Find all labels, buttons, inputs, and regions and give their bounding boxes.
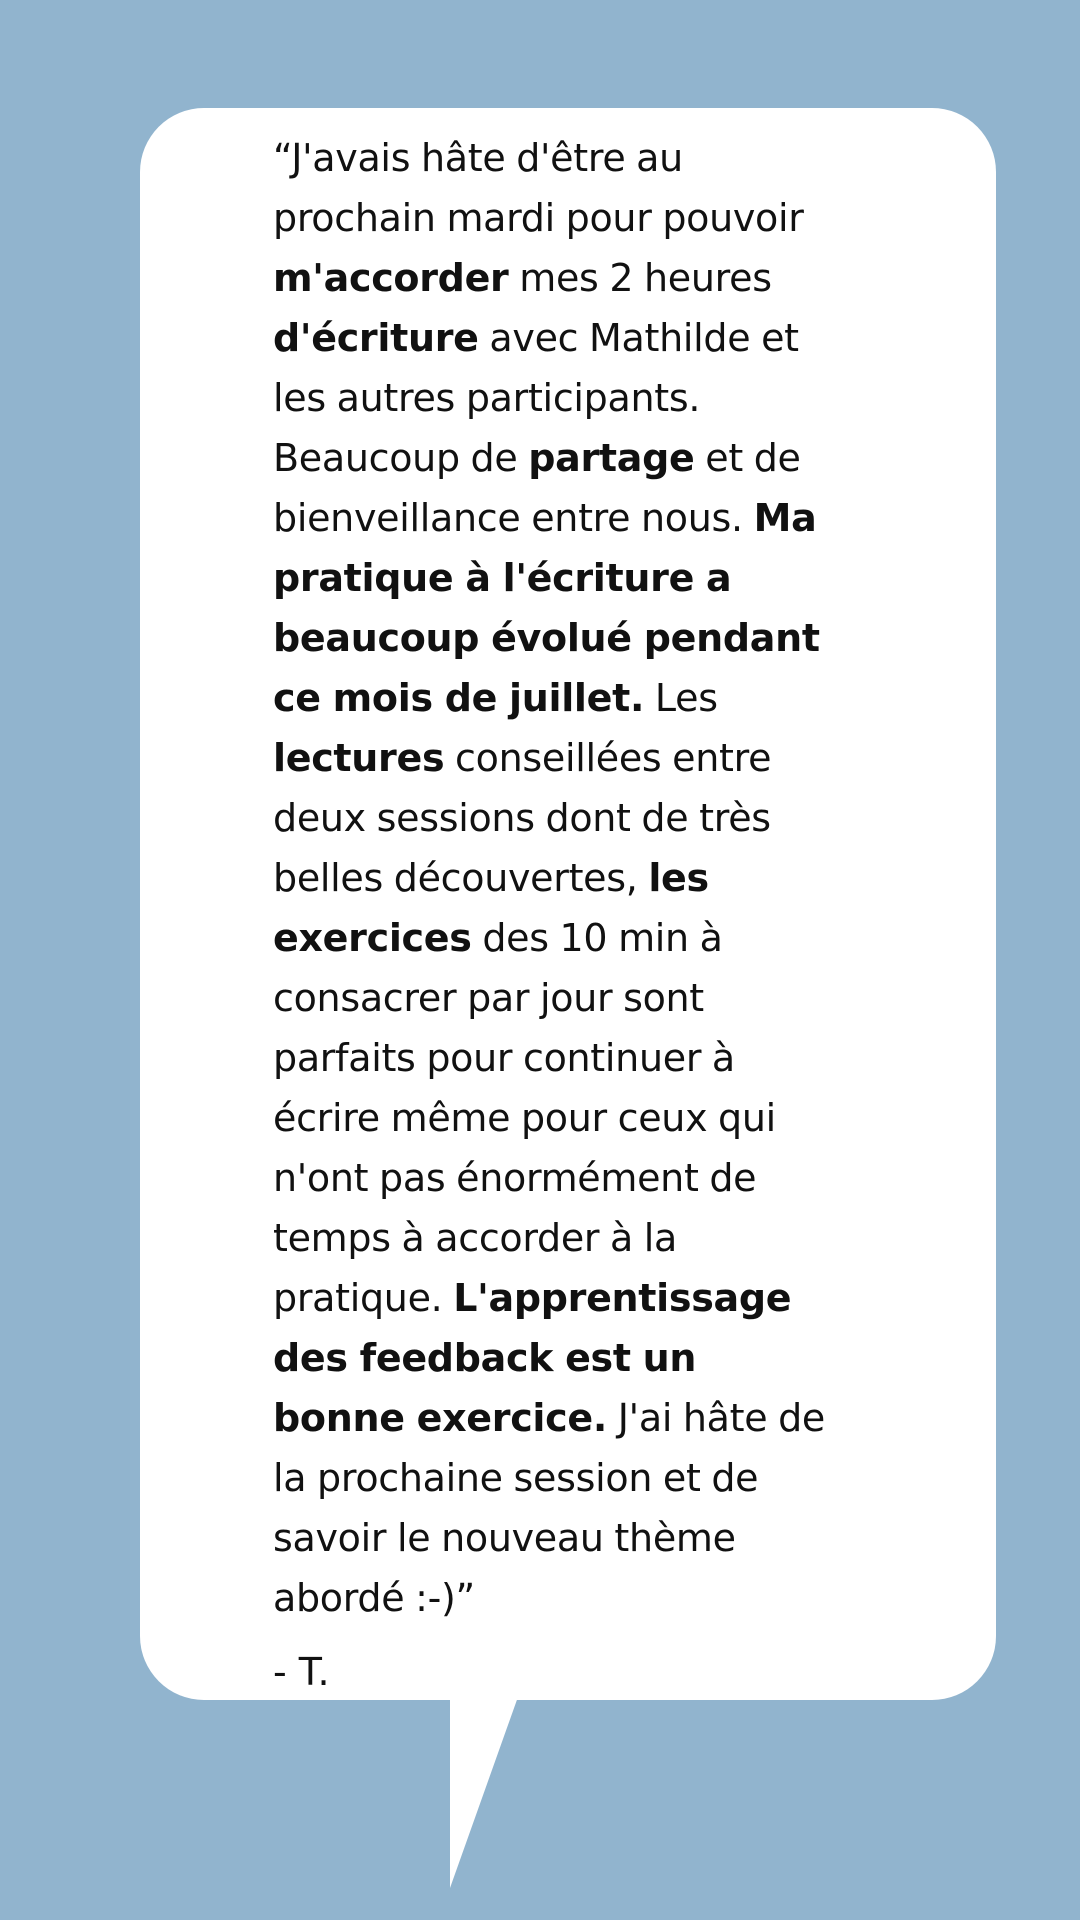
quote-segment: “J'avais hâte d'être au prochain mardi pour pouvoir	[273, 136, 804, 240]
quote-highlight: les exercices	[273, 856, 709, 960]
quote-segment: J'ai hâte de la prochaine session et de savoir le nouveau thème abordé :-)”	[273, 1396, 825, 1620]
quote-highlight: partage	[528, 436, 695, 480]
quote-highlight: m'accorder	[273, 256, 509, 300]
quote-highlight: L'apprentissage des feedback est un bonne exercice.	[273, 1276, 792, 1440]
testimonial-author: - T.	[273, 1650, 330, 1694]
quote-segment: mes 2 heures	[508, 256, 772, 300]
quote-highlight: Ma pratique à l'écriture a beaucoup évolué pendant ce mois de juillet.	[273, 496, 820, 720]
quote-segment: avec Mathilde et les autres participants. Beaucoup de	[273, 316, 799, 480]
quote-segment: des 10 min à consacrer par jour sont parfaits pour continuer à écrire même pour ceux qui n'ont pas énormément de temps à accorder à la pratique.	[273, 916, 776, 1320]
quote-segment: et de bienveillance entre nous.	[273, 436, 801, 540]
speech-bubble-tail-shape	[450, 1680, 524, 1888]
quote-highlight: lectures	[273, 736, 445, 780]
quote-segment: conseillées entre deux sessions dont de très belles découvertes,	[273, 736, 772, 900]
testimonial-quote	[273, 128, 833, 1628]
quote-segment: Les	[644, 676, 718, 720]
quote-highlight: d'écriture	[273, 316, 479, 360]
